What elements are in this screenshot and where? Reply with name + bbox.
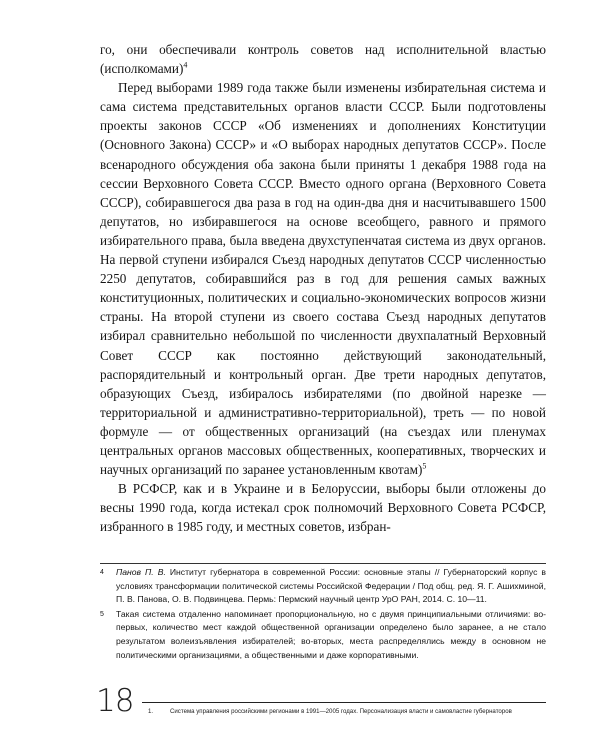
running-footer: [148, 707, 548, 716]
footnotes: [100, 566, 546, 662]
footnote-ref-5: 5: [422, 461, 427, 471]
footnote-4: [100, 566, 546, 607]
footnote-author: Панов П. В.: [116, 567, 166, 577]
paragraph-rsfsr-elections: В РСФСР, как и в Украине и в Белоруссии, выборы были отложены до весны 1990 года, когда истекал срок полномочий Верховного Совета РСФСР, избранного в 1985 году, и местных советов, избран-: [100, 481, 546, 535]
paragraph-continuation: [100, 40, 546, 78]
footer-divider: [142, 702, 546, 703]
footnote-ref-4: 4: [183, 60, 188, 70]
footnote-number: 5: [100, 610, 104, 618]
page-number: 18: [96, 683, 134, 719]
footnote-number: 4: [100, 569, 104, 576]
paragraph-elections-1989: [100, 78, 546, 479]
footnote-5: [100, 608, 546, 662]
paragraph-text: Перед выборами 1989 года также были изменены избирательная система и сама система представительных органов власти СССР. Были подготовлены проекты законов СССР «Об изменениях и дополнениях Конституции (Основного Закона) СССР» и «О выборах народных депутатов СССР». После всенародного обсуждения оба закона были приняты 1 декабря 1988 года на сессии Верховного Совета СССР. Вместо одного органа (Верховного Совета СССР), собиравшегося два раза в год на один-два дня и насчитывавшего 1500 депутатов, но избиравшегося на основе всеобщего, равного и прямого избирательного права, была введена двухступенчатая система из двух органов. На первой ступени избирался Съезд народных депутатов СССР численностью 2250 депутатов, собиравшийся раз в год для решения самых важных конституционных, политических и социально-экономических вопросов жизни страны. На второй ступени из своего состава Съезд народных депутатов избирал сравнительно небольшой по численности двухпалатный Верховный Совет СССР как постоянно действующий законодательный, распорядительный и контрольный орган. Две трети народных депутатов, образующих Съезд, избиралось избирателями (по двойной нарезке — территориальной и административно-территориальной), треть — по новой формуле — от общественных организаций (на съездах или пленумах центральных органов массовых общественных, кооперативных, творческих и научных организаций по заранее установленным квотам): [100, 80, 546, 478]
running-title: Система управления российскими регионами в 1991—2005 годах. Персонализация власти и самовластие губернаторов: [170, 708, 512, 715]
footnote-text: Такая система отдаленно напоминает пропорциональную, но с двумя принципиальными отличиями: во-первых, количество мест каждой общественной организации определено было заранее, а не стало результатом волеизъявления избирателей; во-вторых, места распределялись между в основном не политическими организациями, а общественными и даже корпоративными.: [116, 608, 546, 660]
paragraph-text: го, они обеспечивали контроль советов над исполнительной властью (исполкомами): [100, 42, 546, 77]
chapter-number: 1.: [148, 708, 154, 715]
footnote-divider: [100, 563, 546, 564]
main-text: [100, 40, 546, 536]
footnote-text: Институт губернатора в современной России: основные этапы // Губернаторский корпус в условиях трансформации политической системы Российской Федерации / Под общ. ред. Я. Г. Ашихминой, П. В. Панова, О. В. Подвинцева. Пермь: Пермский научный центр УрО РАН, 2014. С. 10—11.: [116, 567, 546, 605]
